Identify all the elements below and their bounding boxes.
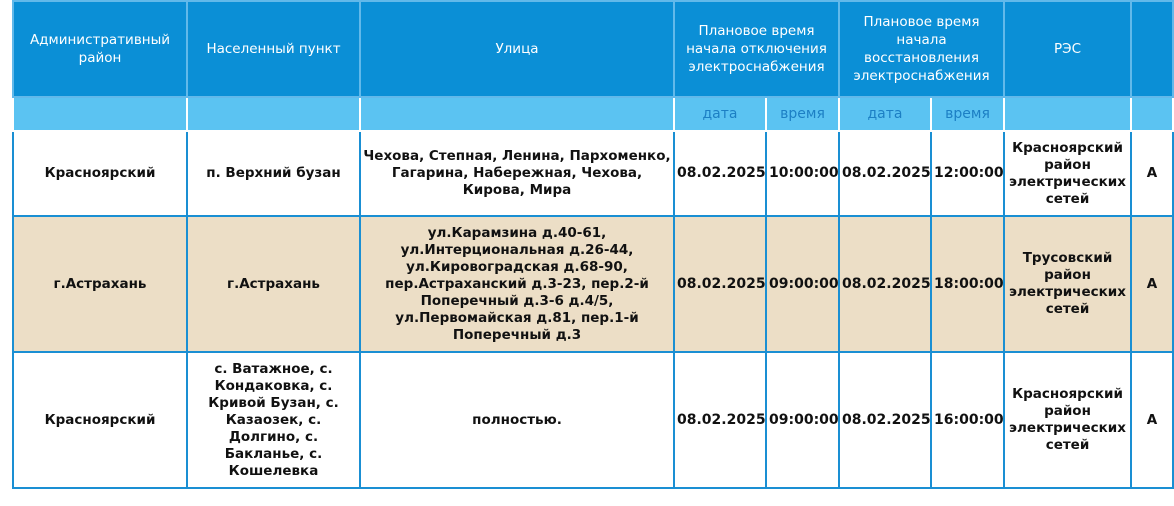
subheader-empty bbox=[1131, 97, 1173, 131]
cell-off-date: 08.02.2025 bbox=[674, 352, 766, 488]
cell-res: Трусовский район электрических сетей bbox=[1004, 216, 1131, 352]
header-district: Административный район bbox=[13, 1, 187, 97]
cell-off-time: 09:00:00 bbox=[766, 216, 839, 352]
outage-table bbox=[12, 0, 1174, 489]
cell-district: г.Астрахань bbox=[13, 216, 187, 352]
subheader-empty bbox=[13, 97, 187, 131]
cell-locality: п. Верхний бузан bbox=[187, 131, 360, 216]
cell-res: Красноярский район электрических сетей bbox=[1004, 131, 1131, 216]
header-street: Улица bbox=[360, 1, 674, 97]
cell-locality: г.Астрахань bbox=[187, 216, 360, 352]
subheader-on-time: время bbox=[931, 97, 1004, 131]
cell-off-date: 08.02.2025 bbox=[674, 216, 766, 352]
subheader-on-date: дата bbox=[839, 97, 931, 131]
header-res: РЭС bbox=[1004, 1, 1131, 97]
cell-district: Красноярский bbox=[13, 352, 187, 488]
table-row bbox=[13, 131, 1173, 216]
header-locality: Населенный пункт bbox=[187, 1, 360, 97]
header-row bbox=[13, 1, 1173, 97]
cell-streets: ул.Карамзина д.40-61, ул.Интерциональная д.26-44, ул.Кировоградская д.68-90, пер.Астраханский д.3-23, пер.2-й Поперечный д.3-6 д.4/5, ул.Первомайская д.81, пер.1-й Поперечный д.3 bbox=[360, 216, 674, 352]
cell-on-date: 08.02.2025 bbox=[839, 131, 931, 216]
cell-extra: А bbox=[1131, 352, 1173, 488]
subheader-row bbox=[13, 97, 1173, 131]
cell-extra: А bbox=[1131, 216, 1173, 352]
cell-on-date: 08.02.2025 bbox=[839, 216, 931, 352]
cell-district: Красноярский bbox=[13, 131, 187, 216]
cell-off-time: 09:00:00 bbox=[766, 352, 839, 488]
subheader-empty bbox=[187, 97, 360, 131]
subheader-empty bbox=[360, 97, 674, 131]
cell-off-date: 08.02.2025 bbox=[674, 131, 766, 216]
cell-on-date: 08.02.2025 bbox=[839, 352, 931, 488]
cell-streets: Чехова, Степная, Ленина, Пархоменко, Гагарина, Набережная, Чехова, Кирова, Мира bbox=[360, 131, 674, 216]
cell-on-time: 12:00:00 bbox=[931, 131, 1004, 216]
cell-streets: полностью. bbox=[360, 352, 674, 488]
cell-on-time: 16:00:00 bbox=[931, 352, 1004, 488]
header-extra bbox=[1131, 1, 1173, 97]
subheader-off-time: время bbox=[766, 97, 839, 131]
header-restore-time: Плановое время начала восстановления электроснабжения bbox=[839, 1, 1004, 97]
header-off-time: Плановое время начала отключения электроснабжения bbox=[674, 1, 839, 97]
subheader-empty bbox=[1004, 97, 1131, 131]
outage-table-container bbox=[12, 0, 1158, 500]
subheader-off-date: дата bbox=[674, 97, 766, 131]
table-row bbox=[13, 352, 1173, 488]
cell-extra: А bbox=[1131, 131, 1173, 216]
cell-on-time: 18:00:00 bbox=[931, 216, 1004, 352]
cell-locality: с. Ватажное, с. Кондаковка, с. Кривой Бузан, с. Казаозек, с. Долгино, с. Бакланье, с. Кошелевка bbox=[187, 352, 360, 488]
cell-res: Красноярский район электрических сетей bbox=[1004, 352, 1131, 488]
table-row bbox=[13, 216, 1173, 352]
cell-off-time: 10:00:00 bbox=[766, 131, 839, 216]
